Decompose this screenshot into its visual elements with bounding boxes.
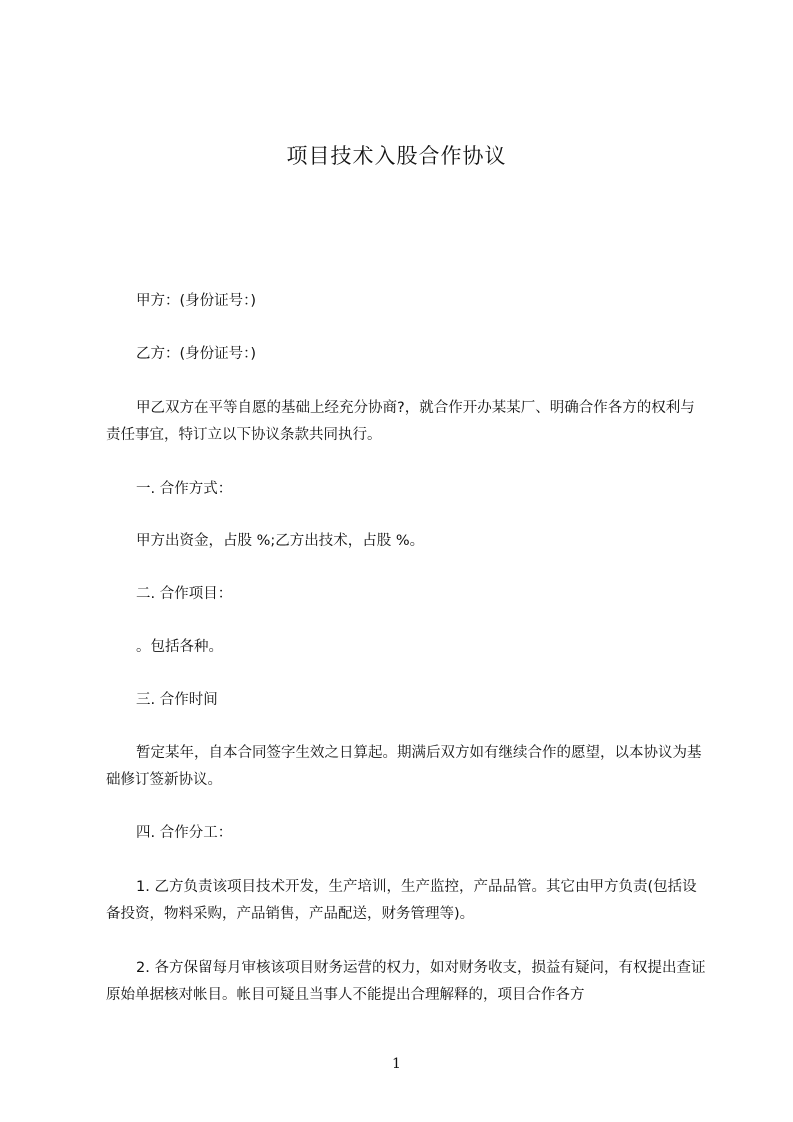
cooperation-method-paragraph: 甲方出资金，占股 %;乙方出技术，占股 %。	[136, 533, 425, 549]
cooperation-project-paragraph: 。包括各种。	[136, 639, 223, 655]
party-a-line: 甲方：(身份证号：)	[136, 293, 257, 309]
division-item-2: 2. 各方保留每月审核该项目财务运营的权力，如对财务收支，损益有疑问，有权提出查证原始单据核对帐目。帐目可疑且当事人不能提出合理解释的，项目合作各方	[106, 960, 706, 1003]
cooperation-time-paragraph: 暂定某年，自本合同签字生效之日算起。期满后双方如有继续合作的愿望，以本协议为基础修订签新协议。	[106, 745, 702, 788]
page-number: 1	[392, 1056, 401, 1072]
section-heading-cooperation-project: 二. 合作项目：	[136, 586, 233, 602]
document-title: 项目技术入股合作协议	[286, 144, 507, 168]
division-item-1: 1. 乙方负责该项目技术开发，生产培训，生产监控，产品品管。其它由甲方负责(包括设备投资，物料采购，产品销售，产品配送，财务管理等)。	[106, 879, 697, 922]
party-b-line: 乙方：(身份证号：)	[136, 346, 257, 362]
preamble-paragraph: 甲乙双方在平等自愿的基础上经充分协商?，就合作开办某某厂、明确合作各方的权利与责任事宜，特订立以下协议条款共同执行。	[106, 400, 695, 443]
section-heading-cooperation-method: 一. 合作方式：	[136, 481, 233, 497]
section-heading-cooperation-time: 三. 合作时间	[136, 692, 218, 708]
section-heading-division-of-labor: 四. 合作分工：	[136, 825, 233, 841]
